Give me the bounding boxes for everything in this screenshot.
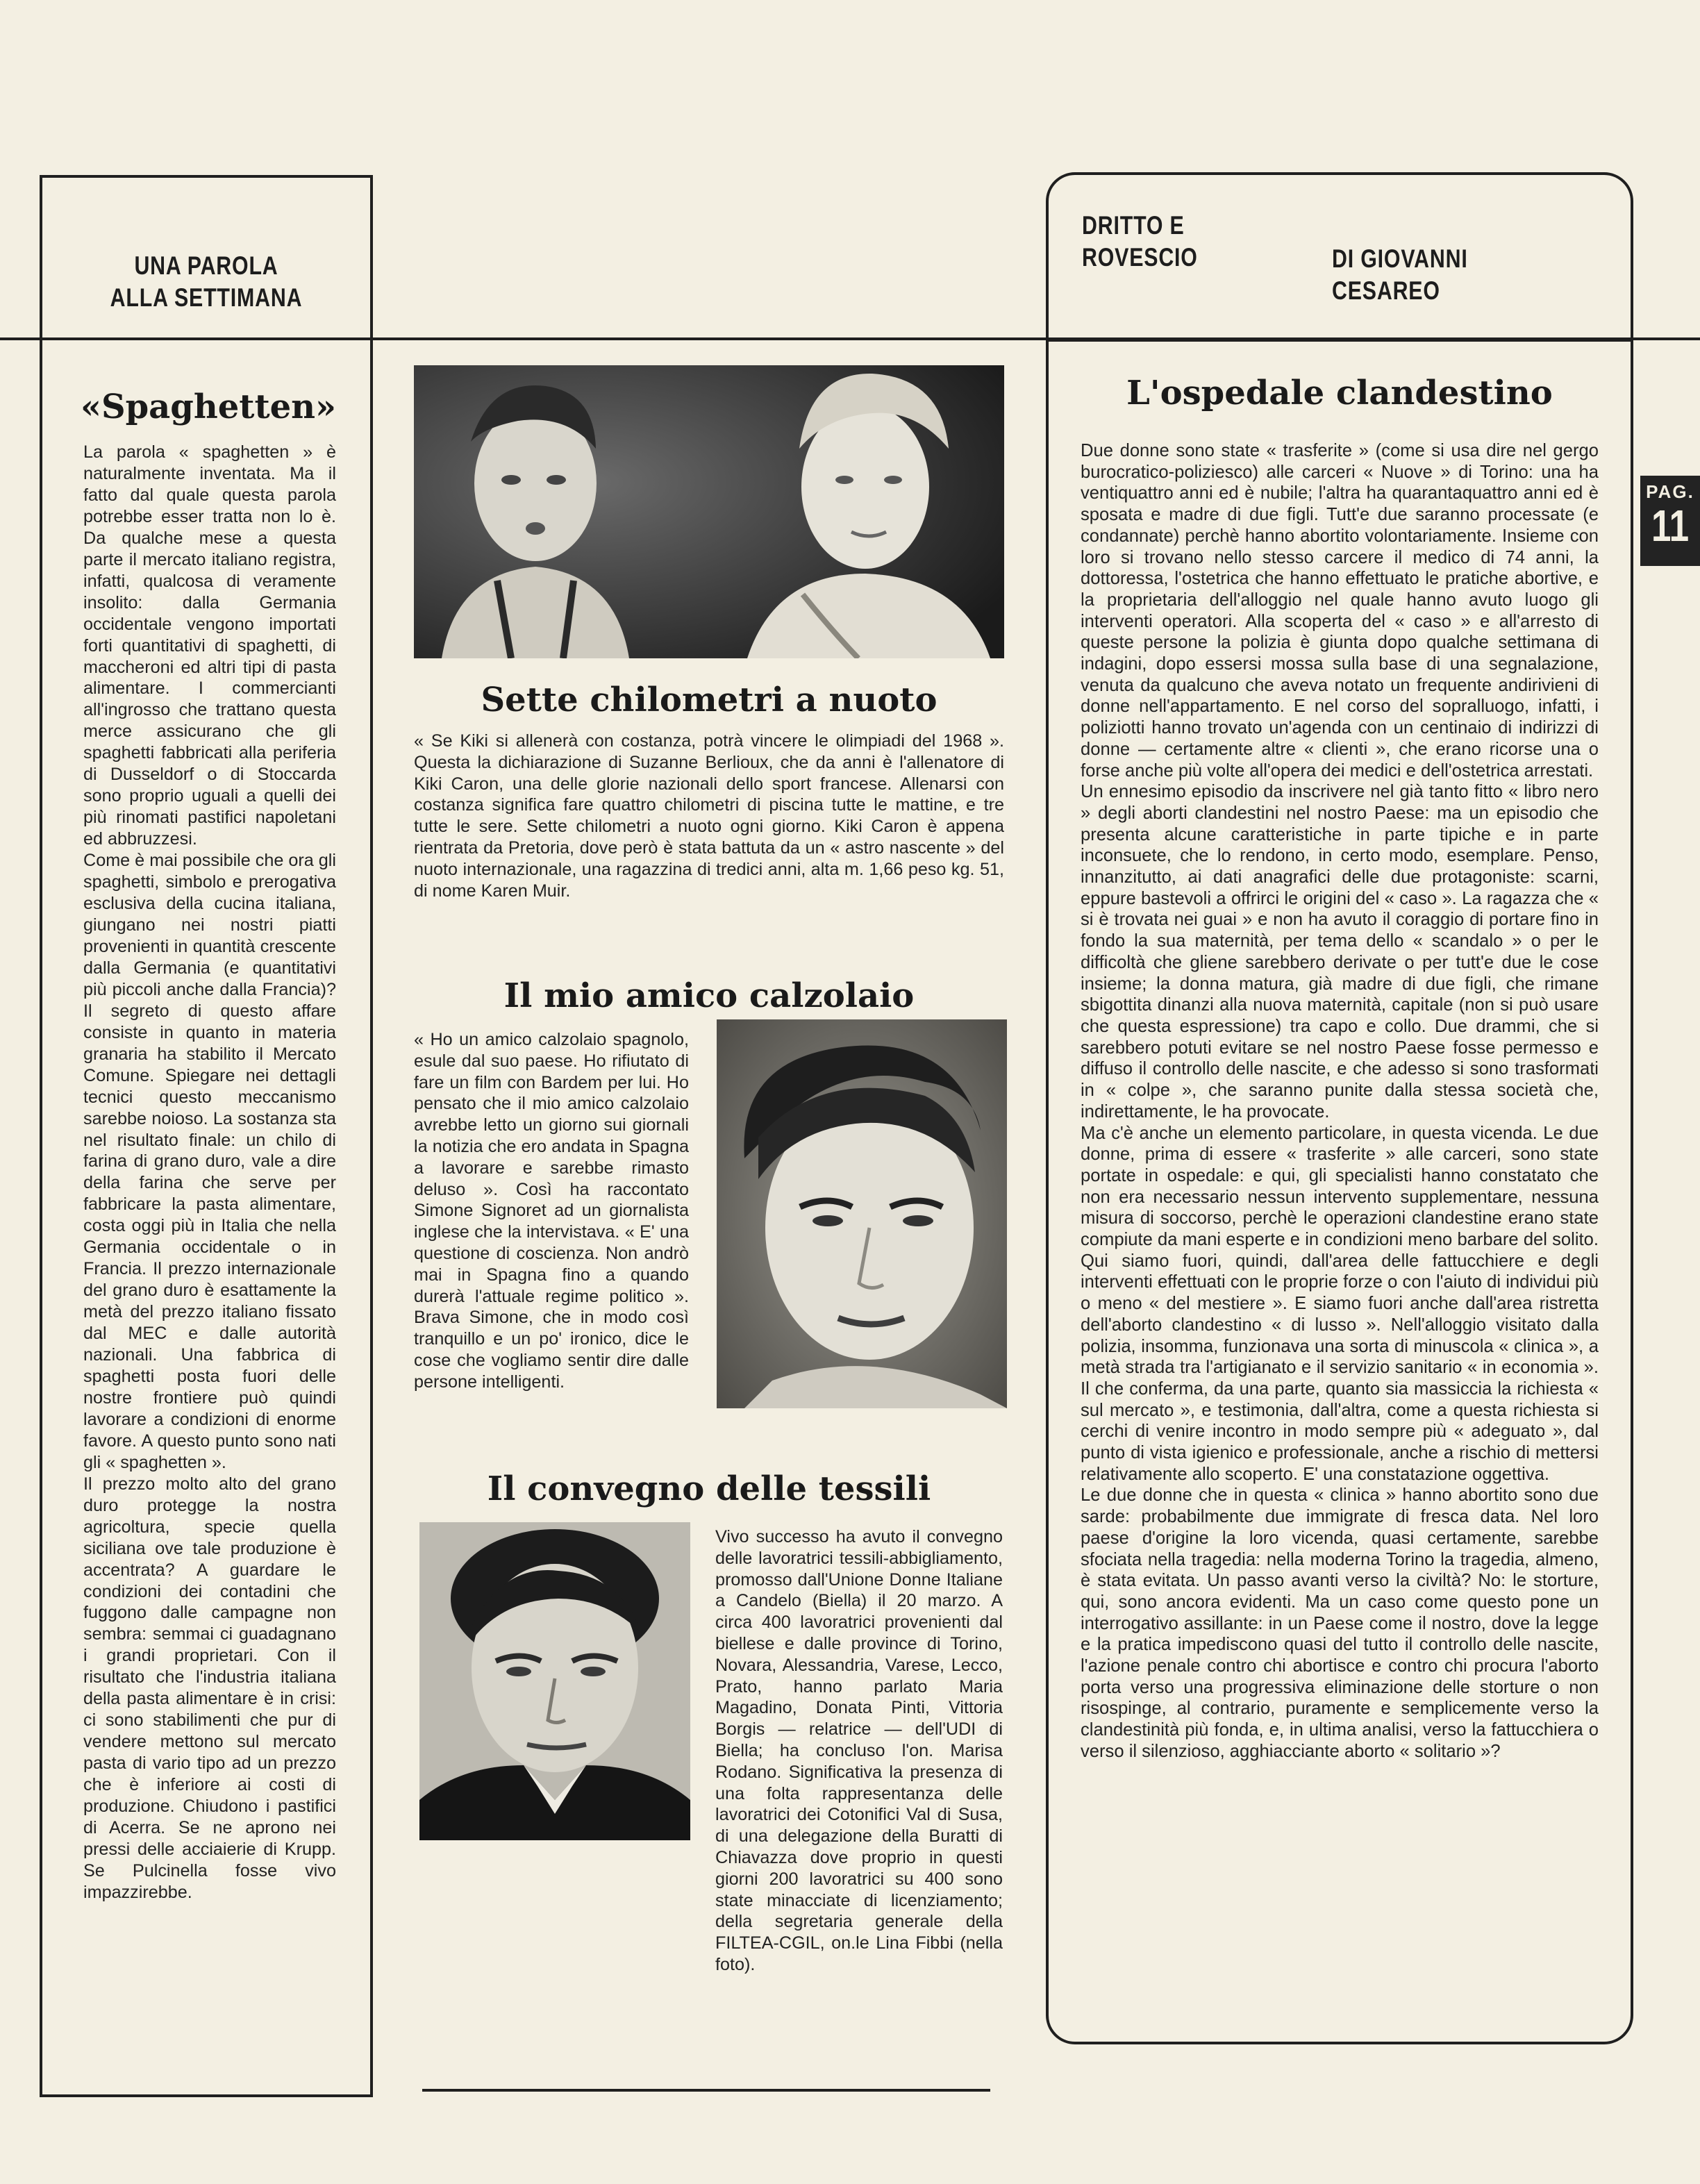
- right-kicker: [1082, 210, 1230, 274]
- right-kicker-line2: ROVESCIO: [1082, 243, 1198, 272]
- fibbi-photo-illustration: [419, 1522, 690, 1840]
- left-kicker-line1: UNA PAROLA: [134, 251, 278, 280]
- left-kicker-line2: ALLA SETTIMANA: [110, 283, 303, 312]
- article2-body: « Ho un amico calzolaio spagnolo, esule dal suo paese. Ho rifiutato di fare un film con Bardem per lui. Ho pensato che il mio amico calzolaio avrebbe letto un giorno sui giornali la notizia che ero andata in Spagna a lavorare e sarebbe rimasto deluso ». Così ha raccontato Simone Signoret ad un giornalista inglese che la intervistava. « E' una questione di coscienza. Non andrò mai in Spagna fino a quando durerà l'attuale regime politico ». Brava Simone, che in modo così tranquillo e un po' ironico, dice le cose che vogliamo sentir dire dalle persone intelligenti.: [414, 1030, 689, 1392]
- signoret-photo-illustration: [717, 1019, 1007, 1408]
- article1-body: « Se Kiki si allenerà con costanza, potrà vincere le olimpiadi del 1968 ». Questa la dichiarazione di Suzanne Berlioux, che da anni è l'allenatore di Kiki Caron, una delle glorie nazionali dello sport francese. Allenarsi con costanza significa fare quattro chilometri di piscina tutte le mattine, e tre tutte le sere. Sette chilometri a nuoto ogni giorno. Kiki Caron è appena rientrata da Pretoria, dove però è stata battuta da un « astro nascente » del nuoto internazionale, una ragazzina di tredici anni, alta m. 1,66 peso kg. 51, di nome Karen Muir.: [414, 731, 1004, 901]
- page-number: 11: [1651, 501, 1690, 551]
- right-byline: DI GIOVANNI CESAREO: [1332, 244, 1468, 305]
- article1-headline: Sette chilometri a nuoto: [481, 681, 938, 719]
- right-header-rule: [1046, 339, 1633, 342]
- right-headline: L'ospedale clandestino: [1126, 374, 1553, 412]
- left-kicker: [69, 250, 343, 314]
- page-label: PAG.: [1646, 481, 1694, 502]
- fibbi-photo: [419, 1522, 690, 1840]
- article2-headline: Il mio amico calzolaio: [503, 976, 915, 1015]
- article3-body: Vivo successo ha avuto il convegno delle lavoratrici tessili-abbigliamento, promosso dall'Unione Donne Italiane a Candelo (Biella) il 20 marzo. A circa 400 lavoratrici provenienti dal biellese e dalle province di Torino, Novara, Alessandria, Varese, Lecco, Prato, hanno parlato Maria Magadino, Donata Pinti, Vittoria Borgis — relatrice — dell'UDI di Biella; ha concluso l'on. Marisa Rodano. Significativa la presenza di una folta rappresentanza delle lavoratrici dei Cotonifici Val di Susa, di una delegazione della Buratti di Chiavazza dove proprio in questi giorni 200 lavoratrici su 400 sono state minacciate di licenziamento; della segretaria generale della FILTEA-CGIL, on.le Lina Fibbi (nella foto).: [715, 1527, 1003, 1974]
- page-number-tab: [1640, 476, 1700, 566]
- article3-headline: Il convegno delle tessili: [487, 1469, 931, 1508]
- middle-bottom-rule: [422, 2089, 990, 2092]
- signoret-photo: [717, 1019, 1007, 1408]
- right-body: Due donne sono state « trasferite » (come si usa dire nel gergo burocratico-poliziesco) alle carceri « Nuove » di Torino: una ha ventiquattro anni ed è nubile; l'altra ha quarantaquattro anni ed è sposata e madre di due figli. Tutt'e due saranno processate (e condannate) perchè hanno abortito volontariamente. Insieme con loro si trovano nello stesso carcere il medico di 74 anni, la dottoressa, l'ostetrica che hanno effettuato le pratiche abortive, e la proprietaria dell'alloggio nel quale hanno avuto luogo gli interventi operatori. Alla scoperta del « caso » e all'arresto di queste persone la polizia è giunta dopo qualche settimana di indagini, dopo essersi mossa sulla base di una segnalazione, venuta da qualcuno che aveva notato un frequente andirivieni di donne nell'appartamento. E nel corso del sopralluogo, infatti, i poliziotti hanno trovato un'agenda con un centinaio di indirizzi di donne — certamente altre « clienti », che erano ricorse una o forse anche più volte all'opera dei medici e dell'ostetrica arrestati. Un ennesimo episodio da inscrivere nel già tanto fitto « libro nero » degli aborti clandestini nel nostro Paese: ma un episodio che presenta alcune caratteristiche in parte tipiche e in parte inconsuete, che lo rendono, in certo modo, esemplare. Penso, innanzitutto, ai dati anagrafici delle due protagoniste: scarni, eppure bastevoli a offrirci le origini del « caso ». La ragazza che « si è trovata nei guai » e non ha avuto il coraggio di portare fino in fondo la sua maternità, per tema dello « scandalo » o per le difficoltà che gliene sarebbero derivate o per tutt'e due le cose insieme; la donna matura, già madre di due figli, che rimane sbigottita dinanzi alla nuova maternità, capitale (non si può usare che questa espressione) tra capo e collo. Due drammi, che si sarebbero potuti evitare se nel nostro Paese fosse permesso e diffuso il controllo delle nascite, e che adesso si sono trasformati in « colpe », che saranno punite dalla stessa società che, indirettamente, le ha provocate. Ma c'è anche un elemento particolare, in questa vicenda. Le due donne, prima di essere « trasferite » alle carceri, sono state portate in ospedale: e qui, gli specialisti hanno constatato che non era necessario nessun intervento supplementare, nessuna misura di soccorso, perchè le operazioni clandestine erano state compiute da mani esperte e in condizioni meno barbare del solito. Qui siamo fuori, quindi, dall'area delle fattucchiere e degli interventi effettuati con le proprie forze o con l'aiuto di individui più o meno « del mestiere ». E siamo fuori anche dall'area ristretta dell'aborto clandestino « di lusso ». Nell'alloggio visitato dalla polizia, insomma, funzionava una sorta di minuscola « clinica », a metà strada tra l'artigianato e il servizio sanitario « in economia ». Il che conferma, da una parte, quanto sia massiccia la richiesta « sul mercato », e testimonia, dall'altra, come a questa richiesta si cerchi di venire incontro in modo sempre più « adeguato », dal punto di vista igienico e professionale, anche a rischio di mettersi relativamente allo scoperto. E' una constatazione oggettiva. Le due donne che in questa « clinica » hanno abortito sono due sarde: probabilmente due immigrate di fresca data. Nel loro paese d'origine la loro vicenda, quasi certamente, sarebbe sfociata nella tragedia: nella moderna Torino la tragedia, almeno, è stata evitata. Un passo avanti verso la civiltà? No: le storture, qui, sono ancora evidenti. Ma un caso come questo pone un interrogativo assillante: in un Paese come il nostro, dove la legge e la pratica impediscono quasi del tutto il controllo delle nascite, l'azione penale contro chi abortisce e contro chi procura l'aborto porta verso una progressiva eliminazione delle storture o non risospinge, al contrario, puramente e semplicemente verso la clandestinità più fonda, e, in ultima analisi, verso la fattucchiera o verso il silenzioso, agghiacciante aborto « solitario »?: [1081, 441, 1599, 1761]
- swimmers-photo-illustration: [414, 365, 1004, 658]
- left-headline: «Spaghetten»: [80, 387, 337, 426]
- left-body: La parola « spaghetten » è naturalmente inventata. Ma il fatto dal quale questa parola potrebbe esser tratta non lo è. Da qualche mese a questa parte il mercato italiano registra, infatti, qualcosa di veramente insolito: dalla Germania occidentale vengono importati forti quantitativi di spaghetti, di maccheroni ed altri tipi di pasta alimentare. I commercianti all'ingrosso che trattano questa merce assicurano che gli spaghetti fabbricati alla periferia di Dusseldorf o di Stoccarda sono proprio uguali a quelli dei più rinomati pastifici napoletani ed abbruzzesi. Come è mai possibile che ora gli spaghetti, simbolo e prerogativa esclusiva della cucina italiana, giungano nei nostri piatti provenienti in quantità crescente dalla Germania (e quantitativi più piccoli anche dalla Francia)? Il segreto di questo affare consiste in quanto in materia granaria ha stabilito il Mercato Comune. Spiegare nei dettagli tecnici questo meccanismo sarebbe noioso. La sostanza sta nel risultato finale: un chilo di farina di grano duro, vale a dire della farina che serve per fabbricare la pasta alimentare, costa oggi più in Italia che nella Germania occidentale o in Francia. Il prezzo internazionale del grano duro è esattamente la metà del prezzo italiano fissato dal MEC e dalle autorità nazionali. Una fabbrica di spaghetti posta fuori delle nostre frontiere può quindi lavorare a condizioni di enorme favore. A questo punto sono nati gli « spaghetten ». Il prezzo molto alto del grano duro protegge la nostra agricoltura, specie quella siciliana ove tale produzione è accentrata? A guardare le condizioni dei contadini che fuggono dalle campagne non sembra: semmai ci guadagnano i grandi proprietari. Con il risultato che l'industria italiana della pasta alimentare è in crisi: ci sono stabilimenti che pur di vendere mettono sul mercato pasta di vario tipo ad un prezzo che è inferiore ai costi di produzione. Chiudono i pastifici di Acerra. Se ne aprono nei pressi delle acciaierie di Krupp. Se Pulcinella fosse vivo impazzirebbe.: [83, 442, 336, 1902]
- swimmers-photo: [414, 365, 1004, 658]
- right-kicker-line1: DRITTO E: [1082, 211, 1185, 240]
